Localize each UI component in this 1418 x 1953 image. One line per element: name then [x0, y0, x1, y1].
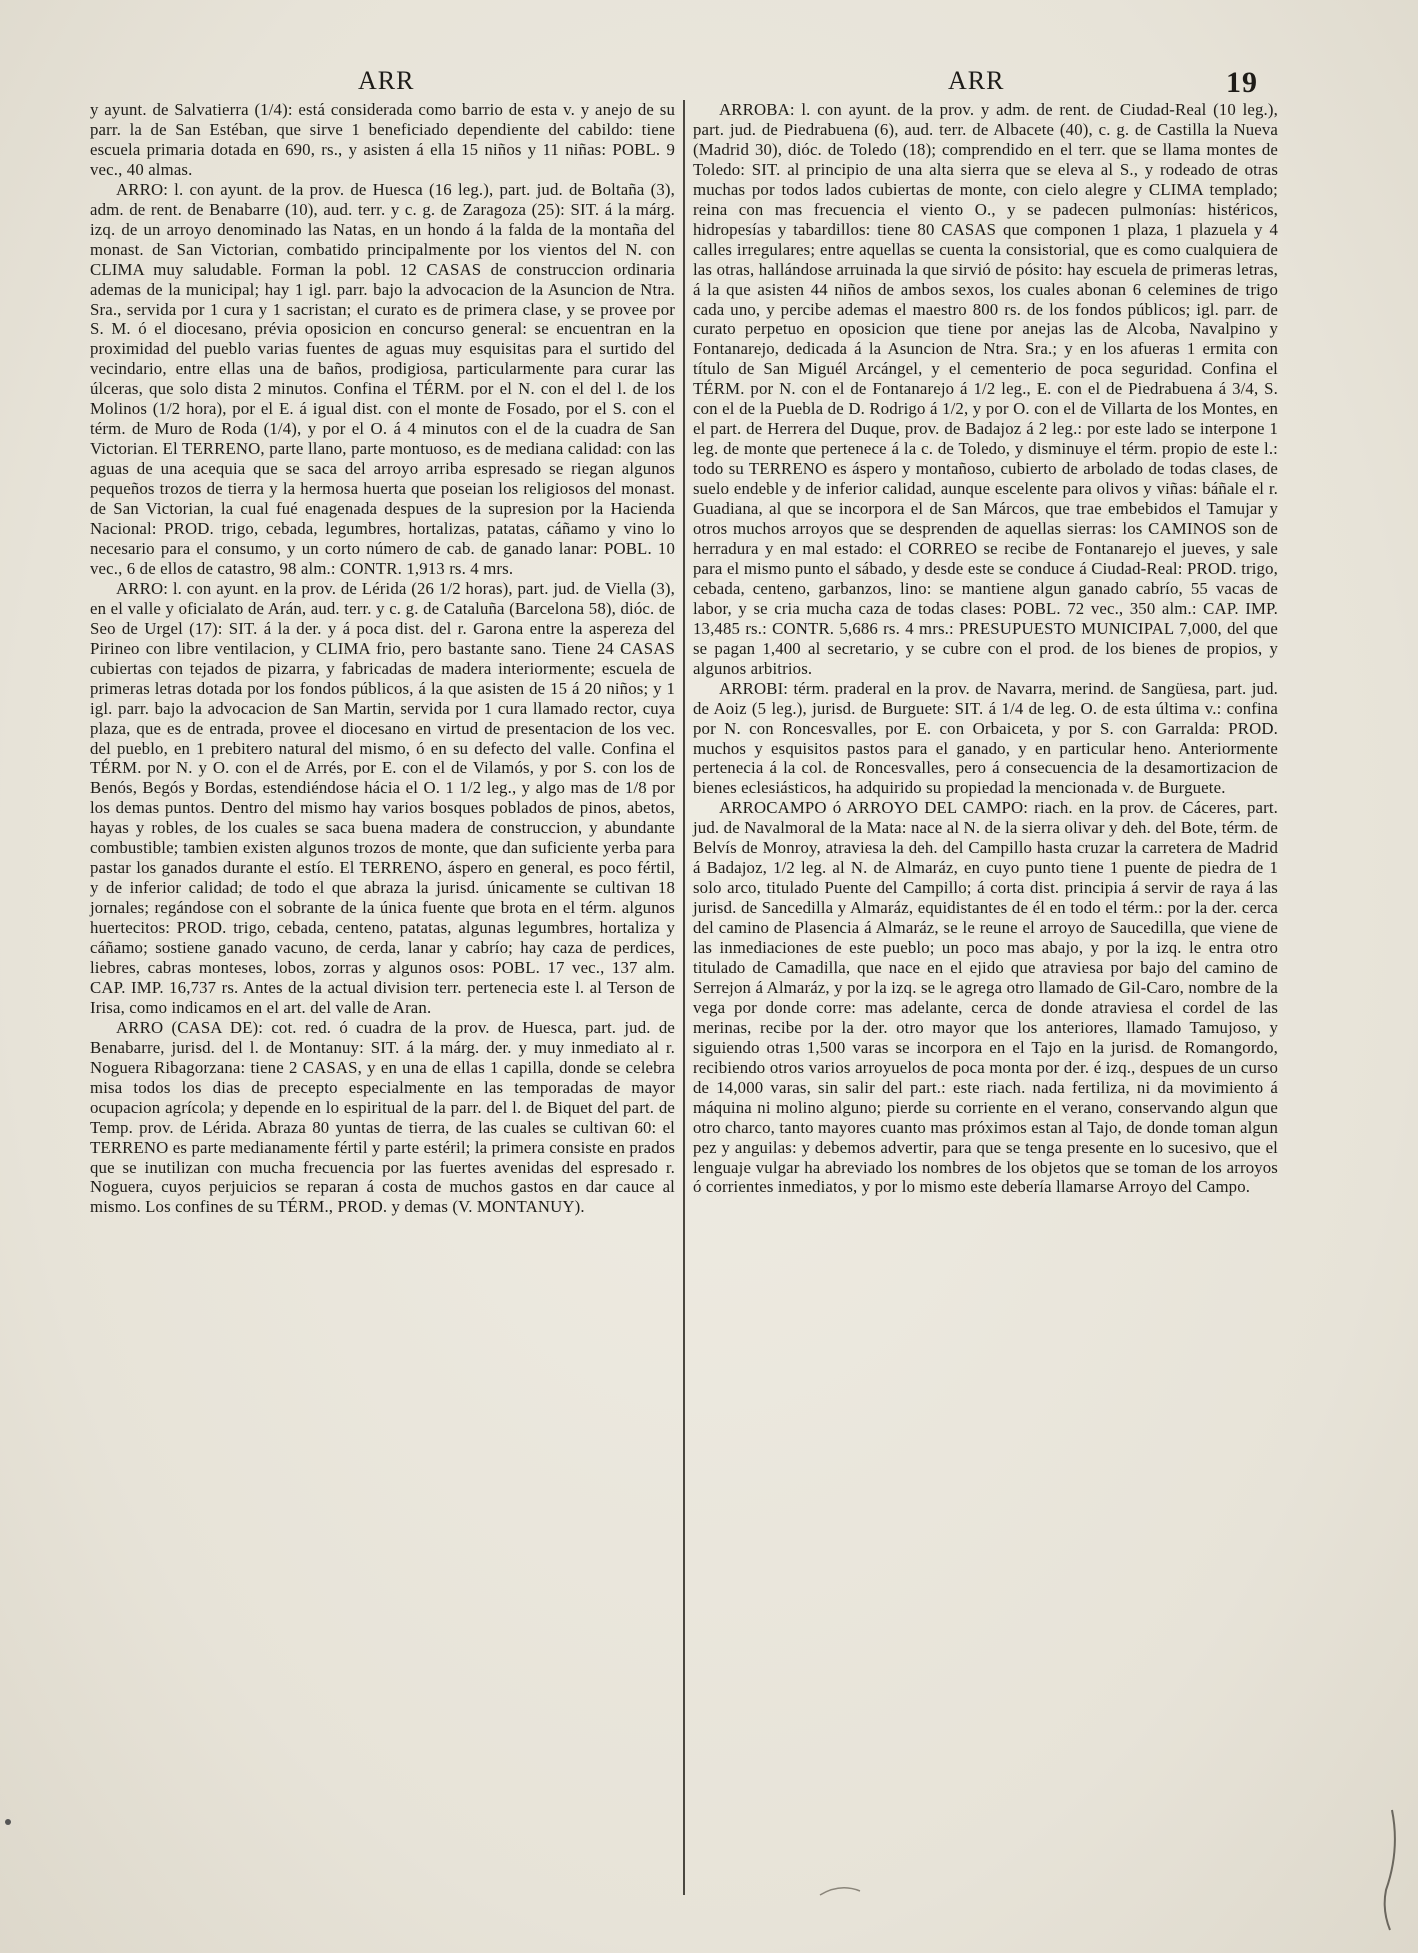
pencil-mark-bottom	[820, 1888, 860, 1895]
column-divider	[683, 100, 685, 1895]
pencil-mark-right	[1385, 1810, 1395, 1930]
left-column	[90, 100, 675, 1217]
entry-arro-huesca: ARRO: l. con ayunt. de la prov. de Huesca (16 leg.), part. jud. de Boltaña (3), adm. de rent. de Benabarre (10), aud. terr. y c. g. de Zaragoza (25): SIT. á la márg. izq. de un arroyo denominado las Natas, en un hondo á la falda de la montaña del monast. de San Victorian, combatido principalmente por los vientos del N. con CLIMA muy saludable. Forman la pobl. 12 CASAS de construccion ordinaria ademas de la municipal; hay 1 igl. parr. bajo la advocacion de la Asuncion de Ntra. Sra., servida por 1 cura y 1 sacristan; el curato es de primera clase, y se provee por S. M. ó el diocesano, prévia oposicion en concurso general: se encuentran en la proximidad del pueblo varias fuentes de aguas muy esquisitas para el surtido del vecindario, entre ellas una de baños, prodigiosa, particularmente para curar las úlceras, que solo dista 2 minutos. Confina el TÉRM. por el N. con el del l. de los Molinos (1/2 hora), por el E. á igual dist. con el monte de Fosado, por el S. con el térm. de Muro de Roda (1/4), y por el O. á 4 minutos con el de la cuadra de San Victorian. El TERRENO, parte llano, parte montuoso, es de mediana calidad: con las aguas de una acequia que se saca del arroyo arriba espresado se riegan algunos pequeños trozos de tierra y la hermosa huerta que poseian los religiosos del monast. de San Victorian, la cual fué enagenada despues de la supresion por la Hacienda Nacional: PROD. trigo, cebada, legumbres, hortalizas, patatas, cáñamo y vino lo necesario para el consumo, y un corto número de cab. de ganado lanar: POBL. 10 vec., 6 de ellos de catastro, 98 alm.: CONTR. 1,913 rs. 4 mrs.	[90, 179, 675, 578]
entry-salvatierra-continuation: y ayunt. de Salvatierra (1/4): está considerada como barrio de esta v. y anejo de su parr. la de San Estéban, que sirve 1 beneficiado dependiente del cabildo: tiene escuela primaria dotada en 690, rs., y asisten á ella 15 niños y 11 niñas: POBL. 9 vec., 40 almas.	[90, 100, 675, 179]
right-column	[693, 100, 1278, 1197]
entry-arro-casa-de: ARRO (CASA DE): cot. red. ó cuadra de la prov. de Huesca, part. jud. de Benabarre, jurisd. del l. de Montanuy: SIT. á la márg. der. y muy inmediato al r. Noguera Ribagorzana: tiene 2 CASAS, y en una de ellas 1 capilla, donde se celebra misa todos los dias de precepto especialmente en las temporadas de mayor ocupacion agrícola; y depende en lo espiritual de la parr. del l. de Biquet del part. de Temp. prov. de Lérida. Abraza 80 yuntas de tierra, de las cuales se cultivan 60: el TERRENO es parte medianamente fértil y parte estéril; la primera consiste en prados que se inutilizan con mucha frecuencia por las fuertes avenidas del espresado r. Noguera, cuyos perjuicios se reparan á costa de muchos gastos en dar cauce al mismo. Los confines de su TÉRM., PROD. y demas (V. MONTANUY).	[90, 1017, 675, 1217]
ink-dot-left	[5, 1819, 11, 1825]
entry-arroba: ARROBA: l. con ayunt. de la prov. y adm. de rent. de Ciudad-Real (10 leg.), part. jud. de Piedrabuena (6), aud. terr. de Albacete (40), c. g. de Castilla la Nueva (Madrid 30), dióc. de Toledo (18); comprendido en el terr. que se llama montes de Toledo: SIT. al principio de una alta sierra que se eleva al S., y rodeado de otras muchas por todos lados cubiertas de monte, con cielo alegre y CLIMA templado; reina con mas frecuencia el viento O., y se padecen pulmonías: histéricos, hidropesías y tabardillos: tiene 80 CASAS que componen 1 plaza, 1 plazuela y 4 calles irregulares; entre aquellas se cuenta la consistorial, que es como cualquiera de las otras, hallándose arruinada la que sirvió de pósito: hay escuela de primeras letras, á la que asisten 44 niños de ambos sexos, los cuales abonan 6 celemines de trigo cada uno, y percibe ademas el maestro 800 rs. de los fondos públicos; igl. parr. de curato perpetuo en oposicion que tiene por anejas las de Alcoba, Navalpino y Fontanarejo, dedicada á la Asuncion de Ntra. Sra.; y en los afueras 1 ermita con título de San Miguél Arcángel, y el cementerio de poca seguridad. Confina el TÉRM. por N. con el de Fontanarejo á 1/2 leg., E. con el de Piedrabuena á 3/4, S. con el de la Puebla de D. Rodrigo á 1/2, y por O. con el de Villarta de los Montes, en el part. de Herrera del Duque, prov. de Badajoz á 2 leg.: por este lado se interpone 1 leg. de monte que pertenece á la c. de Toledo, y disminuye el térm. propio de este l.: todo su TERRENO es áspero y montañoso, cubierto de arbolado de todas clases, de suelo endeble y de inferior calidad, aunque escelente para olivos y viñas: báñale el r. Guadiana, al que se incorpora el de San Márcos, que trae embebidos el Tamujar y otros muchos arroyos que se desprenden de aquellas sierras: los CAMINOS son de herradura y en mal estado: el CORREO se recibe de Fontanarejo el jueves, y sale para el mismo punto el sábado, y desde este se conduce á Ciudad-Real: PROD. trigo, cebada, centeno, garbanzos, lino: se mantiene algun ganado cabrío, 55 vacas de labor, y se cria mucha caza de todas clases: POBL. 72 vec., 350 alm.: CAP. IMP. 13,485 rs.: CONTR. 5,686 rs. 4 mrs.: PRESUPUESTO MUNICIPAL 7,000, del que se pagan 1,400 al secretario, y se cubre con el prod. de los bienes de propios, y algunos arbitrios.	[693, 100, 1278, 678]
entry-arrocampo: ARROCAMPO ó ARROYO DEL CAMPO: riach. en la prov. de Cáceres, part. jud. de Navalmoral de la Mata: nace al N. de la sierra olivar y deh. del Bote, térm. de Belvís de Monroy, atraviesa la deh. del Campillo hasta cruzar la carretera de Madrid á Badajoz, 1/2 leg. al N. de Almaráz, en cuyo punto tiene 1 puente de piedra de 1 solo arco, titulado Puente del Campillo; á corta dist. principia á servir de raya á las jurisd. de Sancedilla y Almaráz, equidistantes de él en todo el térm.: por la der. cerca del camino de Plasencia á Almaráz, se le reune el arroyo de Saucedilla, que viene de las inmediaciones de este pueblo; un poco mas abajo, y por la izq. le entra otro titulado de Camadilla, que nace en el ejido que atraviesa por bajo del camino de Serrejon á Almaráz, y por la izq. se le agrega otro llamado de Gil-Caro, nombre de la vega por donde corre: mas adelante, cerca de donde atraviesa el cordel de las merinas, recibe por la der. otro mayor que los anteriores, llamado Tamujoso, y siguiendo otras 1,500 varas se incorpora en el Tajo en la jurisd. de Romangordo, recibiendo otros varios arroyuelos de poca monta por der. é izq., despues de un curso de 14,000 varas, sin salir del part.: este riach. nada fertiliza, ni da movimiento á máquina ni molino alguno; pierde su corriente en el verano, conservando algun que otro charco, tanto mayores cuanto mas próximos estan al Tajo, de donde toman algun pez y anguilas: y debemos advertir, para que se tenga presente en lo sucesivo, que el lenguaje vulgar ha abreviado los nombres de los objetos que se toman de los arroyos ó corrientes inmediatos, y por lo mismo este debería llamarse Arroyo del Campo.	[693, 798, 1278, 1197]
running-head-left: ARR	[358, 66, 415, 95]
running-head-right: ARR	[948, 66, 1005, 95]
entry-arrobi: ARROBI: térm. praderal en la prov. de Navarra, merind. de Sangüesa, part. jud. de Aoiz (5 leg.), jurisd. de Burguete: SIT. á 1/4 de leg. O. de esta última v.: confina por N. con Roncesvalles, por E. con Orbaiceta, y por S. con Garralda: PROD. muchos y esquisitos pastos para el ganado, y en particular heno. Anteriormente pertenecia á la col. de Roncesvalles, pero á consecuencia de la desamortizacion de bienes eclesiásticos, ha adquirido su propiedad la mencionada v. de Burguete.	[693, 678, 1278, 798]
page-number: 19	[1226, 66, 1258, 99]
entry-arro-lerida: ARRO: l. con ayunt. en la prov. de Lérida (26 1/2 horas), part. jud. de Viella (3), en el valle y oficialato de Arán, aud. terr. y c. g. de Cataluña (Barcelona 58), dióc. de Seo de Urgel (17): SIT. á la der. y á poca dist. del r. Garona entre la aspereza del Pirineo con libre ventilacion, y CLIMA frio, pero bastante sano. Tiene 24 CASAS cubiertas con tejados de pizarra, y fabricadas de madera interiormente; escuela de primeras letras dotada por los fondos públicos, á la que asisten de 15 á 20 niños; y 1 igl. parr. bajo la advocacion de San Martin, servida por 1 cura llamado rector, cuya plaza, que es de entrada, provee el diocesano en virtud de presentacion de los vec. del pueblo, en 1 prebitero natural del mismo, ó en su defecto del valle. Confina el TÉRM. por N. y O. con el de Arrés, por E. con el de Vilamós, y por S. con los de Benós, Begós y Bordas, estendiéndose hácia el O. 1 1/2 leg., y algo mas de 1/8 por los demas puntos. Dentro del mismo hay varios bosques poblados de pinos, abetos, hayas y robles, de los cuales se saca buena madera de construccion, y abundante combustible; tambien existen algunos trozos de monte, que dan suficiente yerba para pastar los ganados durante el estío. El TERRENO, áspero en general, es poco fértil, y de inferior calidad; de todo el que abraza la jurisd. únicamente se cultivan 18 jornales; regándose con el sobrante de la única fuente que brota en el térm. algunos huertecitos: PROD. trigo, cebada, centeno, patatas, algunas legumbres, hortaliza y cáñamo; sostiene ganado vacuno, de cerda, lanar y cabrío; hay caza de perdices, liebres, cabras monteses, lobos, zorras y algunos osos: POBL. 17 vec., 137 alm. CAP. IMP. 16,737 rs. Antes de la actual division terr. pertenecia este l. al Terson de Irisa, como indicamos en el art. del valle de Aran.	[90, 578, 675, 1017]
